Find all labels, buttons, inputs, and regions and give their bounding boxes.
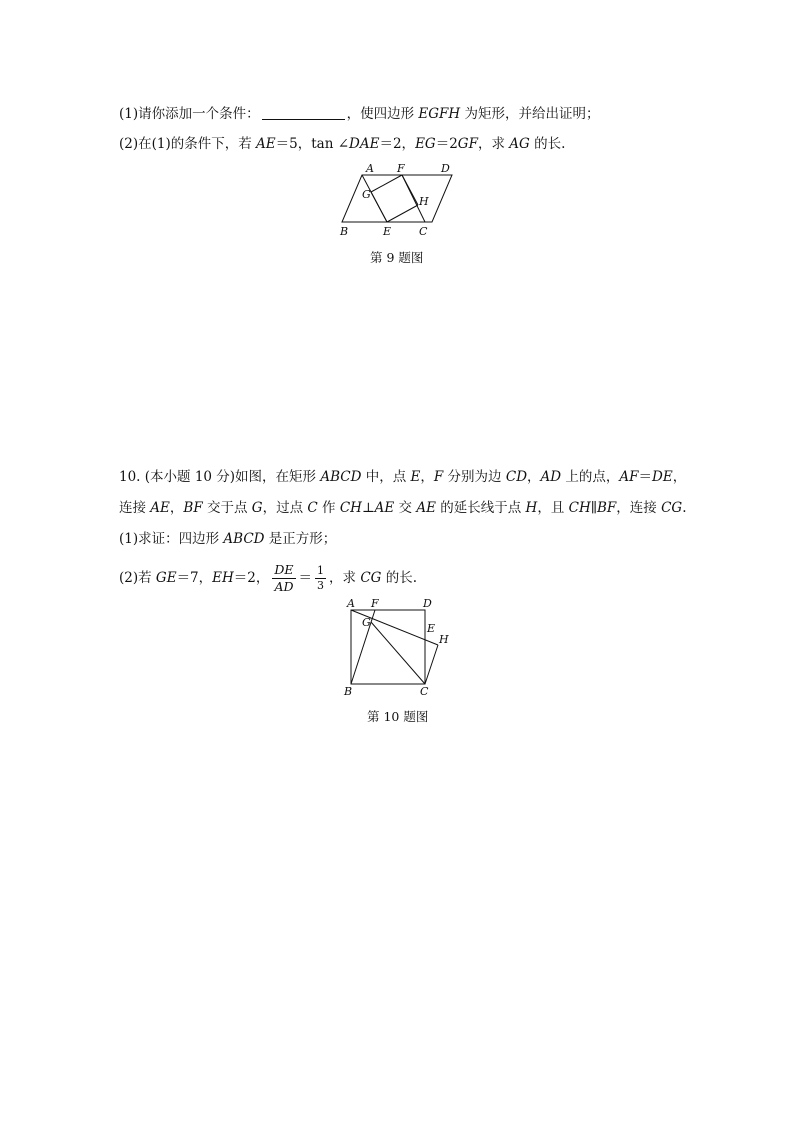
- q9-caption: 第 9 题图: [370, 250, 424, 265]
- q10-var-cd: CD: [505, 469, 528, 485]
- q10-label-e: E: [427, 622, 436, 635]
- q9-part2-text: (2)在(1)的条件下，若: [119, 136, 257, 152]
- q10-seg-ch: [425, 645, 438, 684]
- q10-l2-text9: ，连接: [616, 500, 662, 516]
- q9-label-h: H: [419, 195, 429, 208]
- q10-label-a: A: [347, 597, 355, 610]
- q10-label-c: C: [420, 685, 429, 698]
- q9-var-ae: AE: [256, 136, 276, 152]
- q10-var-cg: CG: [661, 500, 683, 516]
- q9-part2-text2: ＝5，tan ∠: [275, 136, 350, 152]
- q9-label-g: G: [362, 188, 371, 201]
- q10-var-eh: EH: [212, 570, 234, 586]
- fraction-denominator: AD: [274, 579, 294, 594]
- q9-part2-text4: ＝2: [435, 136, 458, 152]
- q10-l1-text8: ，: [672, 469, 687, 485]
- q9-seg-gf: [371, 175, 402, 192]
- q10-var-ge: GE: [155, 570, 177, 586]
- q9-part2-text3: ＝2，: [379, 136, 416, 152]
- q9-var-gf: GF: [457, 136, 478, 152]
- q9-label-a: A: [366, 162, 374, 175]
- q10-seg-cg: [371, 622, 425, 684]
- q9-var-eg: EG: [415, 136, 436, 152]
- q10-label-d: D: [423, 597, 432, 610]
- q10-caption: 第 10 题图: [367, 709, 429, 724]
- q10-p1-var-abcd: ABCD: [223, 531, 265, 547]
- q10-figure: [340, 594, 460, 702]
- q10-line2: [119, 498, 687, 518]
- q10-var-ch: CH: [339, 500, 362, 516]
- q9-part1-text3: 为矩形，并给出证明；: [460, 106, 600, 122]
- q9-var-egfh: EGFH: [418, 106, 461, 122]
- q9-figure: [335, 160, 465, 240]
- q10-l2-parallel: ∥: [590, 500, 597, 516]
- fraction-numerator: DE: [274, 562, 294, 577]
- q10-var-ae: AE: [150, 500, 170, 516]
- q10-var-de: DE: [652, 469, 673, 485]
- q10-var-h: H: [525, 500, 538, 516]
- q10-line1: [119, 467, 686, 487]
- q10-var-cg2: CG: [360, 570, 382, 586]
- q10-var-e: E: [410, 469, 421, 485]
- fraction-de-ad: [272, 562, 295, 595]
- q9-seg-ge: [371, 192, 387, 222]
- q9-label-c: C: [419, 225, 428, 238]
- q10-l1-text: 10. (本小题 10 分)如图，在矩形: [119, 469, 321, 485]
- q10-var-abcd: ABCD: [320, 469, 362, 485]
- q9-label-d: D: [441, 162, 450, 175]
- q9-part1-text2: ，使四边形: [346, 106, 419, 122]
- q10-p2-text: (2)若: [119, 570, 156, 586]
- q9-label-b: B: [340, 225, 349, 238]
- q10-l1-text5: ，: [527, 469, 541, 485]
- q10-p1-text2: 是正方形；: [264, 531, 337, 547]
- q10-var-ae3: AE: [416, 500, 436, 516]
- q10-l2-perp: ⊥: [361, 500, 375, 516]
- q10-var-ch2: CH: [568, 500, 591, 516]
- q10-p1-text: (1)求证：四边形: [119, 531, 224, 547]
- q9-part1: [119, 104, 600, 124]
- q10-var-f: F: [433, 469, 444, 485]
- q10-l2-text10: .: [682, 500, 687, 516]
- answer-blank[interactable]: [262, 107, 345, 120]
- q10-var-g: G: [251, 500, 263, 516]
- q10-var-c: C: [307, 500, 318, 516]
- q10-l2-text7: 的延长线于点: [435, 500, 526, 516]
- q10-p2-text5: 的长.: [381, 570, 418, 586]
- q10-p2-eq: ＝: [298, 570, 313, 586]
- q10-l1-text6: 上的点，: [561, 469, 620, 485]
- q10-var-af: AF: [619, 469, 639, 485]
- q10-part1: [119, 529, 336, 549]
- q10-l2-text8: ，且: [537, 500, 569, 516]
- fraction2-numerator: 1: [317, 564, 325, 577]
- q10-p2-text2: ＝7，: [176, 570, 213, 586]
- q9-part2-text6: 的长.: [529, 136, 566, 152]
- q9-part1-text: (1)请你添加一个条件：: [119, 106, 260, 122]
- q10-l2-text6: 交: [394, 500, 417, 516]
- q10-l1-text4: 分别为边: [443, 469, 506, 485]
- q10-var-ad: AD: [540, 469, 562, 485]
- q10-p2-text3: ＝2，: [233, 570, 270, 586]
- q10-l2-text: 连接: [119, 500, 151, 516]
- fraction-one-third: [315, 564, 326, 593]
- q9-label-f: F: [397, 162, 405, 175]
- q9-part2: [119, 134, 565, 154]
- q10-label-f: F: [371, 597, 379, 610]
- q9-parallelogram: [342, 175, 452, 222]
- q9-part2-text5: ，求: [477, 136, 510, 152]
- q10-part2: [119, 560, 417, 596]
- q10-l2-text4: ，过点: [262, 500, 308, 516]
- q9-label-e: E: [383, 225, 392, 238]
- q10-var-ae2: AE: [374, 500, 395, 516]
- q10-l2-text5: 作: [317, 500, 340, 516]
- q10-l1-text3: ，: [420, 469, 434, 485]
- q10-label-h: H: [439, 633, 449, 646]
- q9-var-dae: DAE: [349, 136, 380, 152]
- q10-l2-text2: ，: [169, 500, 184, 516]
- q10-p2-text4: ，求: [329, 570, 361, 586]
- q10-l1-text7: ＝: [638, 469, 653, 485]
- q10-l1-text2: 中，点: [361, 469, 411, 485]
- q9-var-ag: AG: [509, 136, 530, 152]
- q10-var-bf2: BF: [596, 500, 617, 516]
- q9-seg-fh: [402, 175, 418, 205]
- q10-l2-text3: 交于点: [202, 500, 252, 516]
- q9-seg-eh: [387, 205, 418, 222]
- q10-label-g: G: [362, 616, 371, 629]
- q10-label-b: B: [344, 685, 353, 698]
- fraction2-denominator: 3: [317, 579, 325, 592]
- q10-var-bf: BF: [183, 500, 203, 516]
